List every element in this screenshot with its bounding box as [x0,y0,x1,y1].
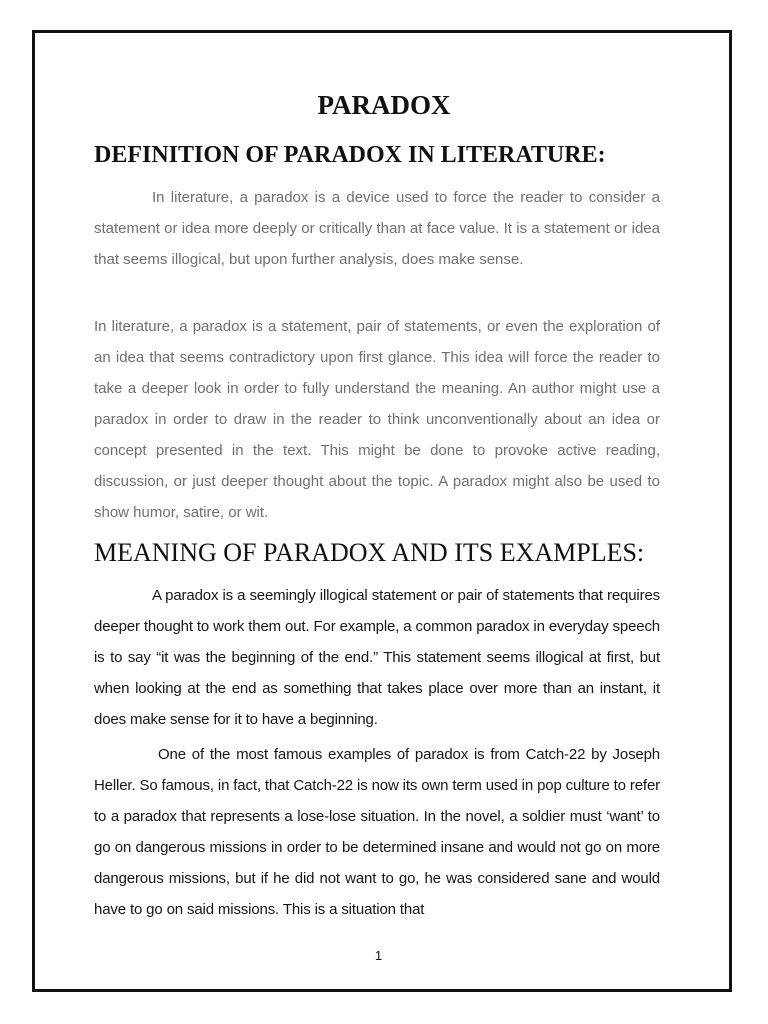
heading-meaning: MEANING OF PARADOX AND ITS EXAMPLES: [94,538,645,567]
heading-definition: DEFINITION OF PARADOX IN LITERATURE: [94,142,606,168]
definition-paragraph-2: In literature, a paradox is a statement, pair of statements, or even the exploration of an idea that seems contradictory upon first glance. This idea will force the reader to take a deeper look in order to fully understand the meaning. An author might use a paradox in order to draw in the reader to think unconventionally about an idea or concept presented in the text. This might be done to provoke active reading, discussion, or just deeper thought about the topic. A paradox might also be used to show humor, satire, or wit. [94,318,660,521]
page-number: 1 [374,948,383,963]
document-title: PARADOX [317,90,451,120]
meaning-paragraph-2: One of the most famous examples of paradox is from Catch-22 by Joseph Heller. So famous, in fact, that Catch-22 is now its own term used in pop culture to refer to a paradox that represents a lose-lose situation. In the novel, a soldier must ‘want’ to go on dangerous missions in order to be determined insane and would not go on more dangerous missions, but if he did not want to go, he was considered sane and would have to go on said missions. This is a situation that [94,746,660,918]
meaning-paragraph-1: A paradox is a seemingly illogical statement or pair of statements that requires deeper thought to work them out. For example, a common paradox in everyday speech is to say “it was the beginning of the end.” This statement seems illogical at first, but when looking at the end as something that takes place over more than an instant, it does make sense for it to have a beginning. [94,587,660,728]
definition-paragraph-1: In literature, a paradox is a device used to force the reader to consider a statement or idea more deeply or critically than at face value. It is a statement or idea that seems illogical, but upon further analysis, does make sense. [94,189,660,268]
